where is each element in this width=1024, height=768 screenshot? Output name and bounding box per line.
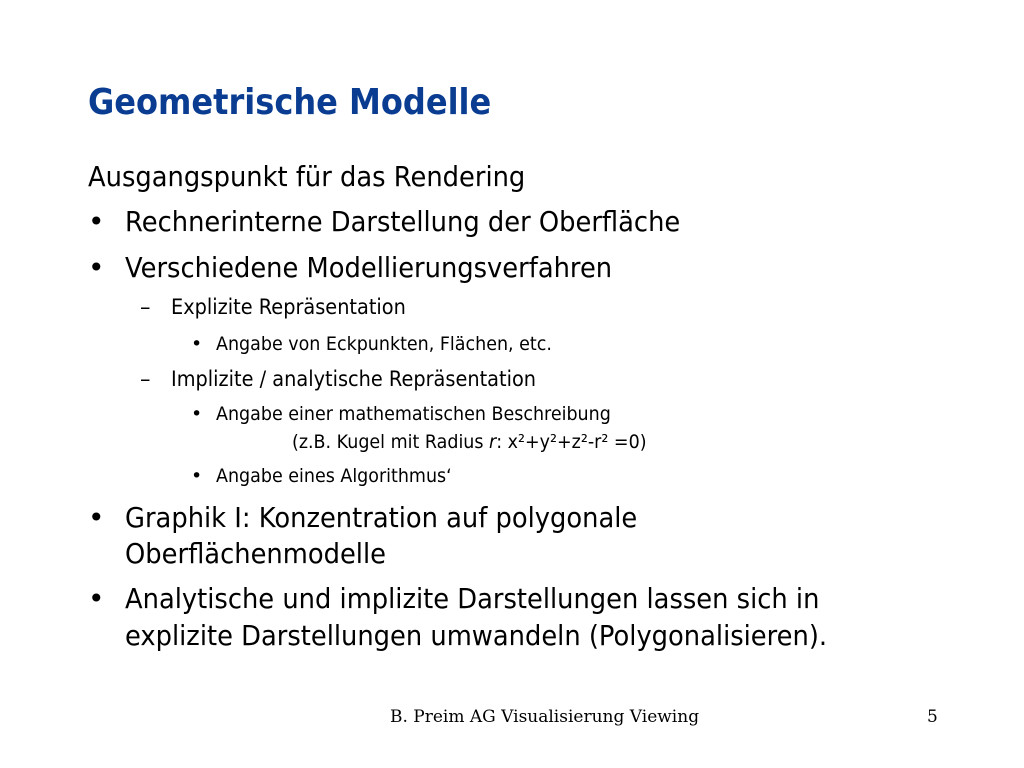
bullet-1-text: Rechnerinterne Darstellung der Oberfläche <box>125 205 681 238</box>
formula-equation: : x²+y²+z²-r² =0) <box>496 431 647 453</box>
dash-marker: – <box>140 367 151 391</box>
formula-line <box>292 429 647 455</box>
bullet-4-line-2: explizite Darstellungen umwandeln (Polygonalisieren). <box>125 619 828 652</box>
sub-1-item-1-text: Angabe von Eckpunkten, Flächen, etc. <box>216 333 552 355</box>
formula-prefix: (z.B. Kugel mit Radius <box>292 431 490 453</box>
bullet-marker: • <box>88 501 105 534</box>
intro-text: Ausgangspunkt für das Rendering <box>88 160 526 193</box>
bullet-marker: • <box>191 465 203 487</box>
bullet-marker: • <box>88 251 105 284</box>
sub-2-item-1-text: Angabe einer mathematischen Beschreibung <box>216 403 611 425</box>
bullet-marker: • <box>88 582 105 615</box>
footer-text: B. Preim AG Visualisierung Viewing <box>390 707 700 727</box>
sub-2-text: Implizite / analytische Repräsentation <box>171 367 537 391</box>
bullet-4-line-1: Analytische und implizite Darstellungen lassen sich in <box>125 582 820 615</box>
dash-marker: – <box>140 295 151 319</box>
bullet-marker: • <box>88 205 105 238</box>
bullet-marker: • <box>191 333 203 355</box>
page-number: 5 <box>927 707 938 727</box>
bullet-marker: • <box>191 403 203 425</box>
bullet-3-line-1: Graphik I: Konzentration auf polygonale <box>125 501 638 534</box>
formula-variable: r <box>489 431 497 453</box>
sub-2-item-2-text: Angabe eines Algorithmus‘ <box>216 465 452 487</box>
sub-1-text: Explizite Repräsentation <box>171 295 406 319</box>
slide-title: Geometrische Modelle <box>88 82 492 123</box>
bullet-3-line-2: Oberflächenmodelle <box>125 537 386 570</box>
bullet-2-text: Verschiedene Modellierungsverfahren <box>125 251 613 284</box>
